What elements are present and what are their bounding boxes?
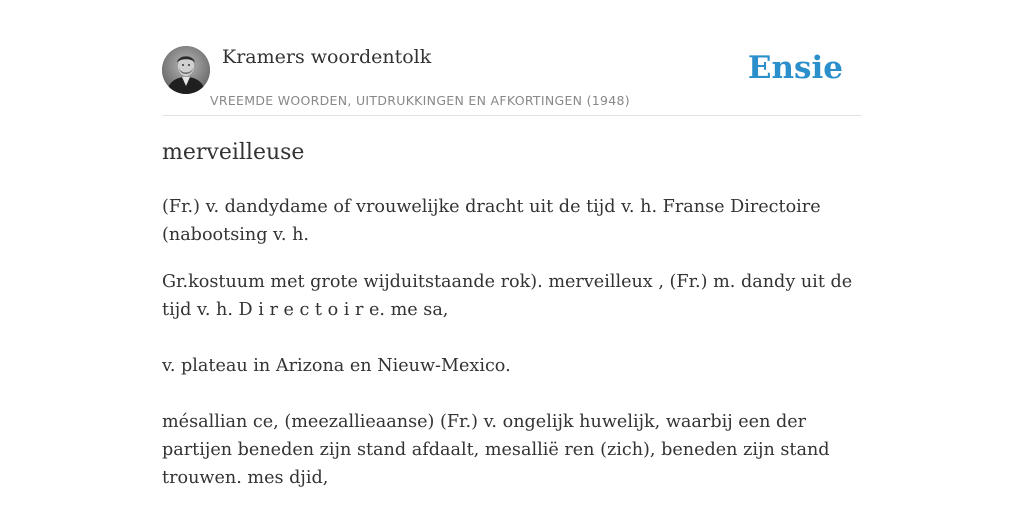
dictionary-header: [162, 44, 862, 116]
entry-headword: merveilleuse: [162, 140, 305, 165]
entry-paragraph: Gr.kostuum met grote wijduitstaande rok). merveilleux , (Fr.) m. dandy uit de tijd v. h. D i r e c t o i r e. me sa,: [162, 272, 853, 320]
dictionary-name[interactable]: Kramers woordentolk: [222, 46, 432, 68]
entry-paragraph: mésallian ce, (meezallieaanse) (Fr.) v. ongelijk huwelijk, waarbij een der partijen beneden zijn stand afdaalt, mesallië ren (zich), beneden zijn stand trouwen. mes djid,: [162, 412, 830, 488]
entry-paragraph: (Fr.) v. dandydame of vrouwelijke dracht uit de tijd v. h. Franse Directoire (nabootsing v. h.: [162, 197, 821, 245]
dictionary-subtitle: VREEMDE WOORDEN, UITDRUKKINGEN EN AFKORTINGEN (1948): [210, 93, 630, 108]
portrait-avatar[interactable]: [162, 46, 210, 94]
portrait-icon: [162, 46, 210, 94]
header-divider: [162, 115, 862, 116]
entry-paragraph: v. plateau in Arizona en Nieuw-Mexico.: [162, 356, 511, 376]
ensie-logo[interactable]: Ensie: [747, 50, 843, 86]
